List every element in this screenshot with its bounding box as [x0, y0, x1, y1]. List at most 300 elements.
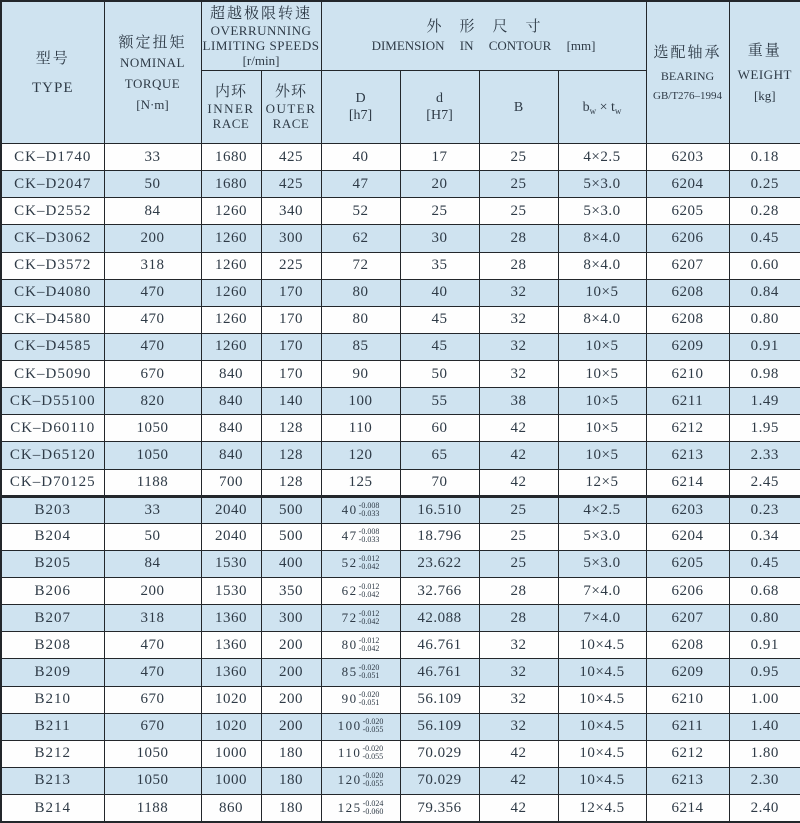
cell-weight: 0.80 — [729, 605, 800, 632]
cell-type: CK–D2047 — [1, 171, 104, 198]
header-bearing-std: GB/T276–1994 — [653, 89, 723, 102]
header-col-bt — [558, 71, 646, 144]
header-dim-en: DIMENSION IN CONTOUR [mm] — [371, 38, 596, 53]
cell-outer: 200 — [261, 686, 321, 713]
cell-outer: 500 — [261, 496, 321, 523]
cell-bearing: 6208 — [646, 279, 729, 306]
header-col-D-line1: D — [355, 91, 366, 106]
cell-type: B214 — [1, 795, 104, 823]
cell-bt: 5×3.0 — [558, 198, 646, 225]
cell-bearing: 6205 — [646, 550, 729, 577]
header-weight-en: WEIGHT — [737, 67, 792, 82]
cell-D: 72 -0.012 -0.042 — [321, 605, 400, 632]
cell-bt: 10×5 — [558, 361, 646, 388]
cell-type: B209 — [1, 659, 104, 686]
cell-weight: 0.18 — [729, 144, 800, 171]
cell-type: CK–D55100 — [1, 388, 104, 415]
cell-B: 28 — [479, 578, 558, 605]
cell-B: 32 — [479, 333, 558, 360]
table-row — [1, 740, 800, 767]
cell-B: 32 — [479, 279, 558, 306]
cell-type: B206 — [1, 578, 104, 605]
cell-bt: 10×5 — [558, 442, 646, 469]
cell-bearing: 6204 — [646, 523, 729, 550]
cell-D: 52 -0.012 -0.042 — [321, 550, 400, 577]
cell-d: 42.088 — [400, 605, 479, 632]
cell-weight: 1.49 — [729, 388, 800, 415]
cell-torque: 670 — [104, 361, 201, 388]
cell-bearing: 6211 — [646, 713, 729, 740]
cell-d: 60 — [400, 415, 479, 442]
cell-d: 23.622 — [400, 550, 479, 577]
header-col-bt-label: $b_w \times t_w$ — [582, 100, 622, 116]
cell-outer: 180 — [261, 795, 321, 823]
header-col-d — [400, 71, 479, 144]
cell-d: 79.356 — [400, 795, 479, 823]
cell-D: 52 — [321, 198, 400, 225]
cell-bearing: 6208 — [646, 632, 729, 659]
cell-inner: 840 — [201, 415, 261, 442]
cell-type: B205 — [1, 550, 104, 577]
cell-bearing: 6209 — [646, 333, 729, 360]
header-speed-zh: 超越极限转速 — [210, 5, 313, 22]
cell-B: 25 — [479, 144, 558, 171]
cell-type: CK–D4080 — [1, 279, 104, 306]
table-row — [1, 578, 800, 605]
cell-outer: 350 — [261, 578, 321, 605]
cell-weight: 0.91 — [729, 333, 800, 360]
header-bearing-zh: 选配轴承 — [653, 44, 722, 61]
cell-d: 70 — [400, 469, 479, 496]
cell-d: 17 — [400, 144, 479, 171]
cell-B: 32 — [479, 713, 558, 740]
cell-torque: 318 — [104, 605, 201, 632]
header-torque-en1: NOMINAL — [120, 54, 185, 70]
cell-inner: 1260 — [201, 279, 261, 306]
cell-D: 120 — [321, 442, 400, 469]
cell-D: 40 -0.008 -0.033 — [321, 496, 400, 523]
cell-type: CK–D4580 — [1, 306, 104, 333]
cell-bearing: 6209 — [646, 659, 729, 686]
cell-outer: 500 — [261, 523, 321, 550]
cell-inner: 2040 — [201, 496, 261, 523]
cell-inner: 1260 — [201, 306, 261, 333]
cell-d: 32.766 — [400, 578, 479, 605]
cell-weight: 1.95 — [729, 415, 800, 442]
cell-weight: 0.84 — [729, 279, 800, 306]
cell-D: 120 -0.020 -0.055 — [321, 767, 400, 794]
cell-type: B213 — [1, 767, 104, 794]
cell-inner: 1530 — [201, 550, 261, 577]
cell-d: 40 — [400, 279, 479, 306]
cell-weight: 2.30 — [729, 767, 800, 794]
cell-bt: 10×4.5 — [558, 713, 646, 740]
cell-weight: 1.40 — [729, 713, 800, 740]
cell-bt: 4×2.5 — [558, 496, 646, 523]
cell-bearing: 6212 — [646, 740, 729, 767]
cell-bt: 10×5 — [558, 279, 646, 306]
table-row — [1, 632, 800, 659]
cell-bt: 5×3.0 — [558, 550, 646, 577]
cell-D: 47 — [321, 171, 400, 198]
table-row — [1, 550, 800, 577]
cell-weight: 0.25 — [729, 171, 800, 198]
cell-weight: 0.34 — [729, 523, 800, 550]
cell-torque: 50 — [104, 171, 201, 198]
cell-inner: 1000 — [201, 740, 261, 767]
cell-inner: 1260 — [201, 333, 261, 360]
cell-d: 45 — [400, 333, 479, 360]
cell-type: B212 — [1, 740, 104, 767]
header-outer-en1: OUTER — [265, 101, 317, 116]
cell-bt: 8×4.0 — [558, 306, 646, 333]
cell-bt: 10×4.5 — [558, 632, 646, 659]
cell-bt: 10×5 — [558, 415, 646, 442]
cell-inner: 1360 — [201, 659, 261, 686]
cell-B: 42 — [479, 767, 558, 794]
cell-bearing: 6211 — [646, 388, 729, 415]
cell-inner: 1020 — [201, 713, 261, 740]
cell-inner: 1260 — [201, 252, 261, 279]
table-row — [1, 442, 800, 469]
cell-torque: 33 — [104, 144, 201, 171]
cell-inner: 860 — [201, 795, 261, 823]
cell-d: 70.029 — [400, 740, 479, 767]
cell-bearing: 6214 — [646, 469, 729, 496]
cell-type: CK–D3062 — [1, 225, 104, 252]
cell-bearing: 6206 — [646, 578, 729, 605]
cell-d: 18.796 — [400, 523, 479, 550]
cell-type: CK–D65120 — [1, 442, 104, 469]
cell-weight: 1.80 — [729, 740, 800, 767]
cell-outer: 200 — [261, 659, 321, 686]
table-body — [1, 144, 800, 823]
cell-torque: 84 — [104, 550, 201, 577]
cell-bearing: 6212 — [646, 415, 729, 442]
header-col-D — [321, 71, 400, 144]
header-inner-race — [201, 71, 261, 144]
cell-B: 32 — [479, 361, 558, 388]
cell-D: 85 — [321, 333, 400, 360]
cell-bearing: 6203 — [646, 496, 729, 523]
header-torque-zh: 额定扭矩 — [118, 34, 187, 51]
cell-inner: 840 — [201, 388, 261, 415]
cell-bearing: 6204 — [646, 171, 729, 198]
cell-outer: 425 — [261, 171, 321, 198]
cell-bt: 7×4.0 — [558, 578, 646, 605]
cell-d: 65 — [400, 442, 479, 469]
cell-inner: 1680 — [201, 144, 261, 171]
cell-torque: 33 — [104, 496, 201, 523]
cell-weight: 0.45 — [729, 225, 800, 252]
cell-D: 125 -0.024 -0.060 — [321, 795, 400, 823]
cell-torque: 470 — [104, 632, 201, 659]
header-dim-zh: 外形尺寸 — [426, 19, 559, 35]
cell-inner: 2040 — [201, 523, 261, 550]
cell-bearing: 6208 — [646, 306, 729, 333]
cell-inner: 1260 — [201, 198, 261, 225]
cell-d: 35 — [400, 252, 479, 279]
cell-D: 80 -0.012 -0.042 — [321, 632, 400, 659]
cell-d: 25 — [400, 198, 479, 225]
header-speed-group — [201, 1, 321, 71]
table-row — [1, 415, 800, 442]
cell-weight: 0.28 — [729, 198, 800, 225]
table-row — [1, 388, 800, 415]
cell-torque: 1188 — [104, 469, 201, 496]
cell-D: 62 -0.012 -0.042 — [321, 578, 400, 605]
cell-weight: 0.98 — [729, 361, 800, 388]
cell-bt: 4×2.5 — [558, 144, 646, 171]
cell-type: B207 — [1, 605, 104, 632]
cell-type: B210 — [1, 686, 104, 713]
cell-inner: 1360 — [201, 632, 261, 659]
cell-inner: 1360 — [201, 605, 261, 632]
cell-d: 70.029 — [400, 767, 479, 794]
cell-bearing: 6210 — [646, 361, 729, 388]
cell-D: 47 -0.008 -0.033 — [321, 523, 400, 550]
cell-outer: 200 — [261, 632, 321, 659]
header-torque — [104, 1, 201, 144]
cell-bt: 10×4.5 — [558, 659, 646, 686]
table-row — [1, 361, 800, 388]
cell-torque: 1050 — [104, 415, 201, 442]
cell-outer: 140 — [261, 388, 321, 415]
cell-inner: 1020 — [201, 686, 261, 713]
header-speed-en1: OVERRUNNING — [210, 22, 312, 38]
cell-torque: 470 — [104, 659, 201, 686]
cell-B: 32 — [479, 306, 558, 333]
cell-weight: 0.23 — [729, 496, 800, 523]
cell-B: 25 — [479, 496, 558, 523]
cell-weight: 1.00 — [729, 686, 800, 713]
cell-type: CK–D2552 — [1, 198, 104, 225]
cell-bearing: 6205 — [646, 198, 729, 225]
cell-outer: 128 — [261, 442, 321, 469]
cell-bt: 12×5 — [558, 469, 646, 496]
cell-D: 62 — [321, 225, 400, 252]
cell-B: 28 — [479, 252, 558, 279]
cell-bearing: 6207 — [646, 605, 729, 632]
cell-inner: 1530 — [201, 578, 261, 605]
cell-D: 40 — [321, 144, 400, 171]
cell-inner: 840 — [201, 442, 261, 469]
table-row — [1, 333, 800, 360]
cell-outer: 170 — [261, 333, 321, 360]
cell-bt: 5×3.0 — [558, 171, 646, 198]
table-row — [1, 469, 800, 496]
cell-inner: 1000 — [201, 767, 261, 794]
cell-B: 25 — [479, 523, 558, 550]
cell-outer: 400 — [261, 550, 321, 577]
cell-D: 90 — [321, 361, 400, 388]
cell-outer: 128 — [261, 415, 321, 442]
cell-bt: 10×4.5 — [558, 767, 646, 794]
cell-torque: 84 — [104, 198, 201, 225]
cell-outer: 128 — [261, 469, 321, 496]
cell-D: 85 -0.020 -0.051 — [321, 659, 400, 686]
spacer — [2, 70, 104, 80]
cell-bt: 10×4.5 — [558, 686, 646, 713]
cell-weight: 2.33 — [729, 442, 800, 469]
cell-B: 42 — [479, 415, 558, 442]
header-type-en: TYPE — [32, 80, 74, 96]
cell-type: B211 — [1, 713, 104, 740]
cell-B: 25 — [479, 198, 558, 225]
cell-outer: 300 — [261, 225, 321, 252]
cell-d: 46.761 — [400, 632, 479, 659]
header-type — [1, 1, 104, 144]
cell-bearing: 6203 — [646, 144, 729, 171]
cell-torque: 670 — [104, 713, 201, 740]
cell-torque: 820 — [104, 388, 201, 415]
cell-d: 45 — [400, 306, 479, 333]
cell-torque: 1050 — [104, 442, 201, 469]
cell-type: CK–D4585 — [1, 333, 104, 360]
table-row — [1, 686, 800, 713]
cell-D: 90 -0.020 -0.051 — [321, 686, 400, 713]
cell-B: 42 — [479, 740, 558, 767]
cell-B: 32 — [479, 632, 558, 659]
cell-torque: 470 — [104, 333, 201, 360]
header-col-d-line2: [H7] — [426, 108, 453, 123]
cell-outer: 170 — [261, 279, 321, 306]
cell-B: 25 — [479, 550, 558, 577]
cell-outer: 300 — [261, 605, 321, 632]
cell-d: 46.761 — [400, 659, 479, 686]
cell-inner: 840 — [201, 361, 261, 388]
table-row — [1, 279, 800, 306]
cell-B: 28 — [479, 605, 558, 632]
header-outer-en2: RACE — [272, 116, 310, 131]
cell-d: 56.109 — [400, 713, 479, 740]
table-row — [1, 605, 800, 632]
header-inner-en1: INNER — [207, 101, 255, 116]
cell-inner: 700 — [201, 469, 261, 496]
header-col-B — [479, 71, 558, 144]
table-row — [1, 767, 800, 794]
cell-type: CK–D1740 — [1, 144, 104, 171]
cell-bt: 12×4.5 — [558, 795, 646, 823]
cell-d: 55 — [400, 388, 479, 415]
cell-B: 42 — [479, 442, 558, 469]
cell-torque: 670 — [104, 686, 201, 713]
header-speed-unit: [r/min] — [242, 52, 280, 68]
table-row — [1, 496, 800, 523]
cell-type: CK–D60110 — [1, 415, 104, 442]
cell-weight: 0.91 — [729, 632, 800, 659]
cell-bt: 7×4.0 — [558, 605, 646, 632]
header-torque-unit: [N·m] — [136, 96, 169, 112]
header-outer-race — [261, 71, 321, 144]
cell-type: B203 — [1, 496, 104, 523]
cell-weight: 0.68 — [729, 578, 800, 605]
header-weight-unit: [kg] — [753, 88, 776, 103]
cell-B: 32 — [479, 659, 558, 686]
cell-outer: 425 — [261, 144, 321, 171]
cell-torque: 470 — [104, 279, 201, 306]
table-row — [1, 144, 800, 171]
table-row — [1, 198, 800, 225]
header-weight-zh: 重量 — [747, 43, 782, 59]
cell-torque: 200 — [104, 578, 201, 605]
cell-torque: 1050 — [104, 740, 201, 767]
table-row — [1, 713, 800, 740]
cell-bearing: 6210 — [646, 686, 729, 713]
cell-D: 100 -0.020 -0.055 — [321, 713, 400, 740]
cell-outer: 170 — [261, 361, 321, 388]
cell-bearing: 6206 — [646, 225, 729, 252]
table-row — [1, 171, 800, 198]
cell-D: 110 -0.020 -0.055 — [321, 740, 400, 767]
cell-bt: 10×5 — [558, 388, 646, 415]
cell-D: 80 — [321, 306, 400, 333]
cell-D: 80 — [321, 279, 400, 306]
cell-bearing: 6213 — [646, 442, 729, 469]
header-type-zh: 型号 — [35, 51, 70, 67]
header-col-d-line1: d — [436, 91, 444, 106]
cell-B: 38 — [479, 388, 558, 415]
cell-weight: 0.95 — [729, 659, 800, 686]
cell-outer: 200 — [261, 713, 321, 740]
header-col-D-line2: [h7] — [348, 108, 373, 123]
cell-torque: 1050 — [104, 767, 201, 794]
cell-weight: 0.80 — [729, 306, 800, 333]
header-bearing-en: BEARING — [660, 68, 715, 83]
cell-outer: 180 — [261, 767, 321, 794]
cell-D: 72 — [321, 252, 400, 279]
cell-outer: 180 — [261, 740, 321, 767]
cell-D: 100 — [321, 388, 400, 415]
table-row — [1, 659, 800, 686]
header-outer-zh: 外环 — [275, 84, 308, 100]
cell-B: 28 — [479, 225, 558, 252]
cell-torque: 50 — [104, 523, 201, 550]
header-speed-en2: LIMITING SPEEDS — [202, 37, 320, 53]
cell-bearing: 6207 — [646, 252, 729, 279]
cell-type: CK–D5090 — [1, 361, 104, 388]
cell-torque: 200 — [104, 225, 201, 252]
cell-type: CK–D70125 — [1, 469, 104, 496]
cell-B: 25 — [479, 171, 558, 198]
cell-bt: 10×4.5 — [558, 740, 646, 767]
cell-torque: 318 — [104, 252, 201, 279]
table-row — [1, 252, 800, 279]
header-bearing — [646, 1, 729, 144]
header-inner-en2: RACE — [212, 116, 250, 131]
table-row — [1, 225, 800, 252]
header-col-B-label: B — [513, 99, 524, 115]
cell-type: CK–D3572 — [1, 252, 104, 279]
cell-outer: 340 — [261, 198, 321, 225]
cell-B: 32 — [479, 686, 558, 713]
cell-weight: 0.45 — [729, 550, 800, 577]
cell-d: 30 — [400, 225, 479, 252]
header-dim-group — [321, 1, 646, 71]
cell-bt: 8×4.0 — [558, 225, 646, 252]
cell-D: 110 — [321, 415, 400, 442]
cell-B: 42 — [479, 469, 558, 496]
cell-bt: 10×5 — [558, 333, 646, 360]
table-row — [1, 795, 800, 823]
cell-inner: 1260 — [201, 225, 261, 252]
cell-outer: 225 — [261, 252, 321, 279]
cell-type: B204 — [1, 523, 104, 550]
cell-d: 50 — [400, 361, 479, 388]
cell-d: 16.510 — [400, 496, 479, 523]
header-inner-zh: 内环 — [214, 84, 247, 100]
table-row — [1, 523, 800, 550]
